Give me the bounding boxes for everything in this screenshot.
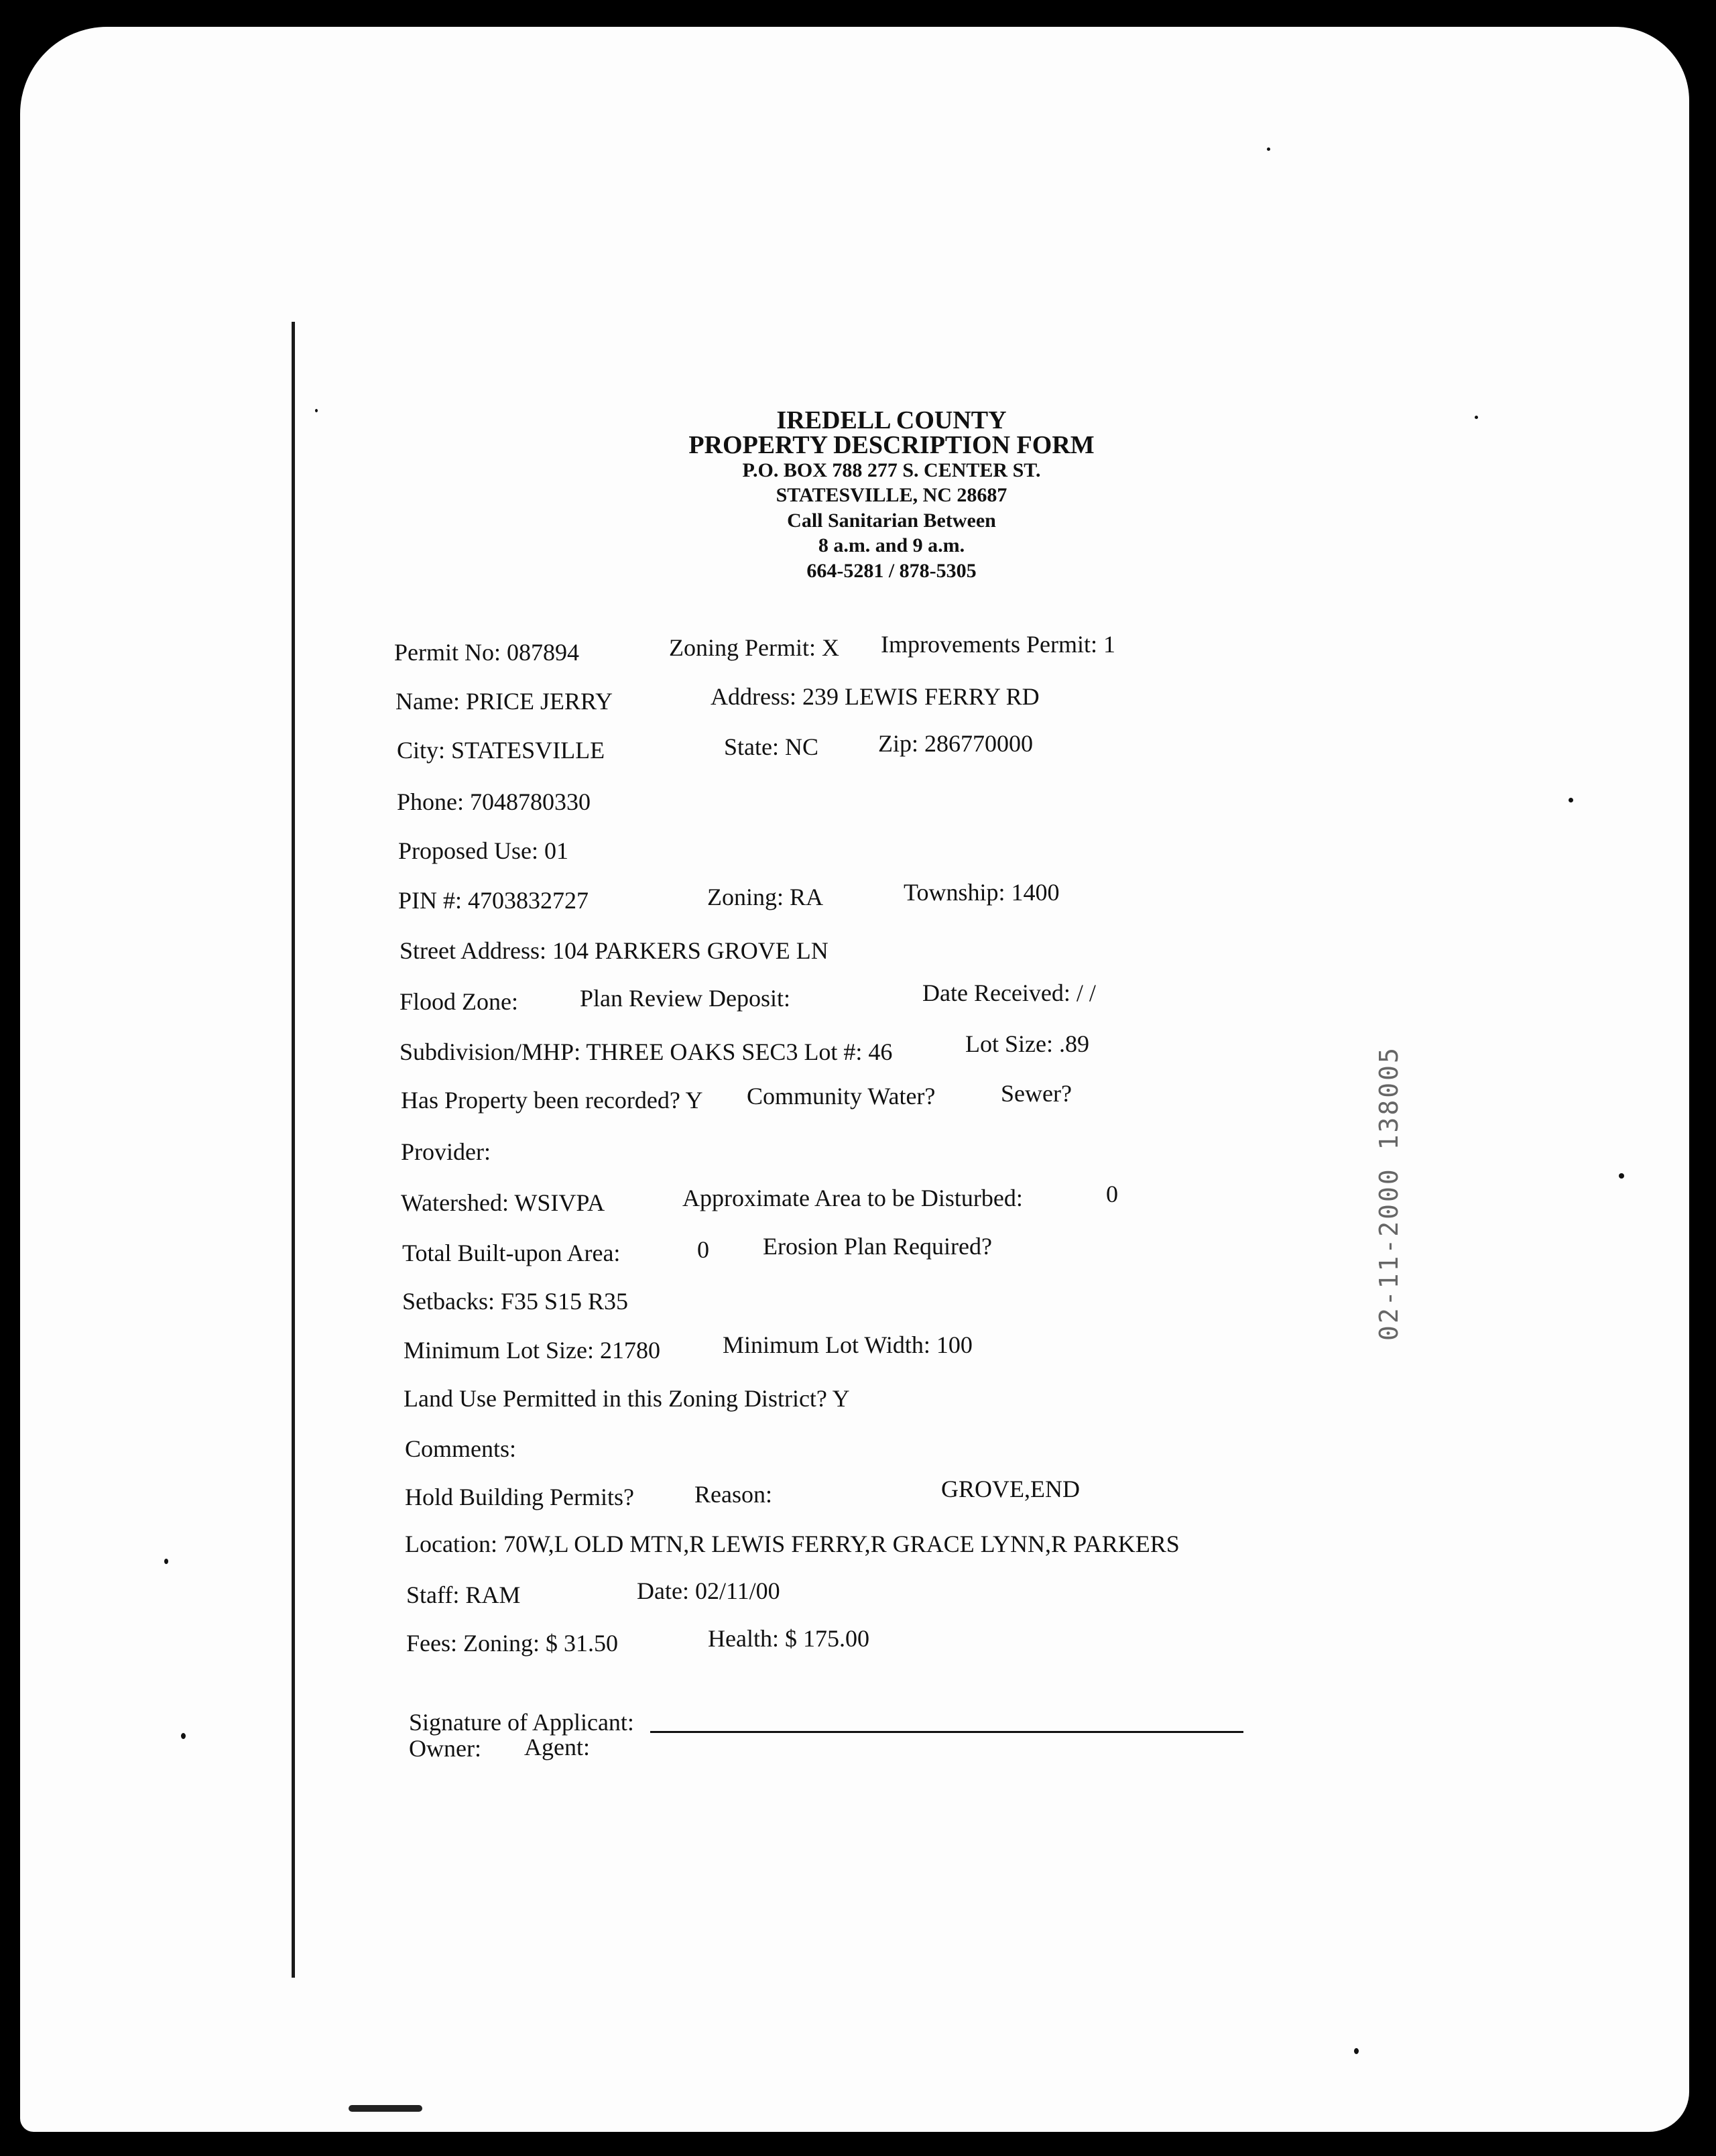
reason-value: GROVE,END: [941, 1476, 1080, 1502]
header-po-box: P.O. BOX 788 277 S. CENTER ST.: [742, 459, 1041, 481]
proposed-use: Proposed Use: 01: [398, 837, 568, 864]
township: Township: 1400: [904, 879, 1060, 906]
lot-size: Lot Size: .89: [965, 1030, 1089, 1057]
scan-speck: [1569, 798, 1573, 802]
applicant-phone: Phone: 7048780330: [397, 788, 591, 815]
reason-label: Reason:: [694, 1481, 772, 1508]
header-hours: 8 a.m. and 9 a.m.: [818, 534, 965, 556]
watershed: Watershed: WSIVPA: [401, 1189, 605, 1216]
location: Location: 70W,L OLD MTN,R LEWIS FERRY,R GRACE LYNN,R PARKERS: [405, 1531, 1180, 1557]
staff: Staff: RAM: [406, 1581, 521, 1608]
improvements-permit: Improvements Permit: 1: [881, 631, 1115, 658]
scan-speck: [1267, 147, 1270, 151]
header-call-note: Call Sanitarian Between: [787, 510, 996, 532]
min-lot-size: Minimum Lot Size: 21780: [404, 1337, 660, 1364]
total-built-label: Total Built-upon Area:: [402, 1240, 621, 1266]
community-water: Community Water?: [747, 1083, 936, 1110]
approx-area-label: Approximate Area to be Disturbed:: [682, 1185, 1023, 1211]
zoning-code: Zoning: RA: [707, 884, 824, 910]
form-date: Date: 02/11/00: [637, 1577, 780, 1604]
applicant-name: Name: PRICE JERRY: [395, 688, 613, 715]
scan-speck: [1354, 2048, 1359, 2054]
provider: Provider:: [401, 1138, 491, 1165]
date-stamp: 02-11-2000 138005: [1374, 1046, 1404, 1341]
scan-speck: [181, 1733, 186, 1739]
total-built-value: 0: [697, 1236, 709, 1263]
agent-label: Agent:: [524, 1734, 590, 1760]
fees-health: Health: $ 175.00: [708, 1625, 869, 1652]
header-phones: 664-5281 / 878-5305: [806, 560, 977, 582]
permit-no: Permit No: 087894: [394, 639, 579, 666]
hold-building-permits: Hold Building Permits?: [405, 1484, 634, 1510]
comments: Comments:: [405, 1435, 517, 1462]
flood-zone: Flood Zone:: [400, 988, 518, 1015]
applicant-zip: Zip: 286770000: [878, 730, 1033, 757]
property-recorded: Has Property been recorded? Y: [401, 1087, 703, 1114]
plan-review-deposit: Plan Review Deposit:: [580, 985, 790, 1012]
pin-number: PIN #: 4703832727: [398, 887, 589, 914]
signature-line: [650, 1731, 1243, 1733]
scan-speck: [164, 1559, 168, 1564]
applicant-state: State: NC: [724, 733, 818, 760]
fees-zoning: Fees: Zoning: $ 31.50: [406, 1630, 618, 1657]
min-lot-width: Minimum Lot Width: 100: [723, 1331, 973, 1358]
approx-area-value: 0: [1106, 1181, 1118, 1207]
header-county: IREDELL COUNTY: [776, 406, 1007, 434]
scan-speck: [1475, 416, 1478, 419]
header-form-title: PROPERTY DESCRIPTION FORM: [688, 431, 1095, 459]
document-page: [20, 27, 1689, 2132]
setbacks: Setbacks: F35 S15 R35: [402, 1288, 629, 1315]
signature-label: Signature of Applicant:: [409, 1709, 634, 1736]
date-received: Date Received: / /: [922, 979, 1096, 1006]
scan-speck: [315, 409, 318, 412]
left-margin-rule: [292, 322, 295, 1978]
street-address: Street Address: 104 PARKERS GROVE LN: [400, 937, 829, 964]
scan-smudge: [349, 2105, 422, 2112]
header-city: STATESVILLE, NC 28687: [776, 484, 1007, 506]
applicant-address: Address: 239 LEWIS FERRY RD: [711, 683, 1040, 710]
scan-speck: [1619, 1173, 1624, 1179]
subdivision: Subdivision/MHP: THREE OAKS SEC3 Lot #: 46: [400, 1038, 893, 1065]
erosion-plan: Erosion Plan Required?: [763, 1233, 992, 1260]
sewer: Sewer?: [1001, 1080, 1072, 1107]
land-use-permitted: Land Use Permitted in this Zoning District? Y: [404, 1385, 850, 1412]
owner-label: Owner:: [409, 1735, 481, 1762]
applicant-city: City: STATESVILLE: [397, 737, 605, 764]
zoning-permit: Zoning Permit: X: [669, 634, 839, 661]
